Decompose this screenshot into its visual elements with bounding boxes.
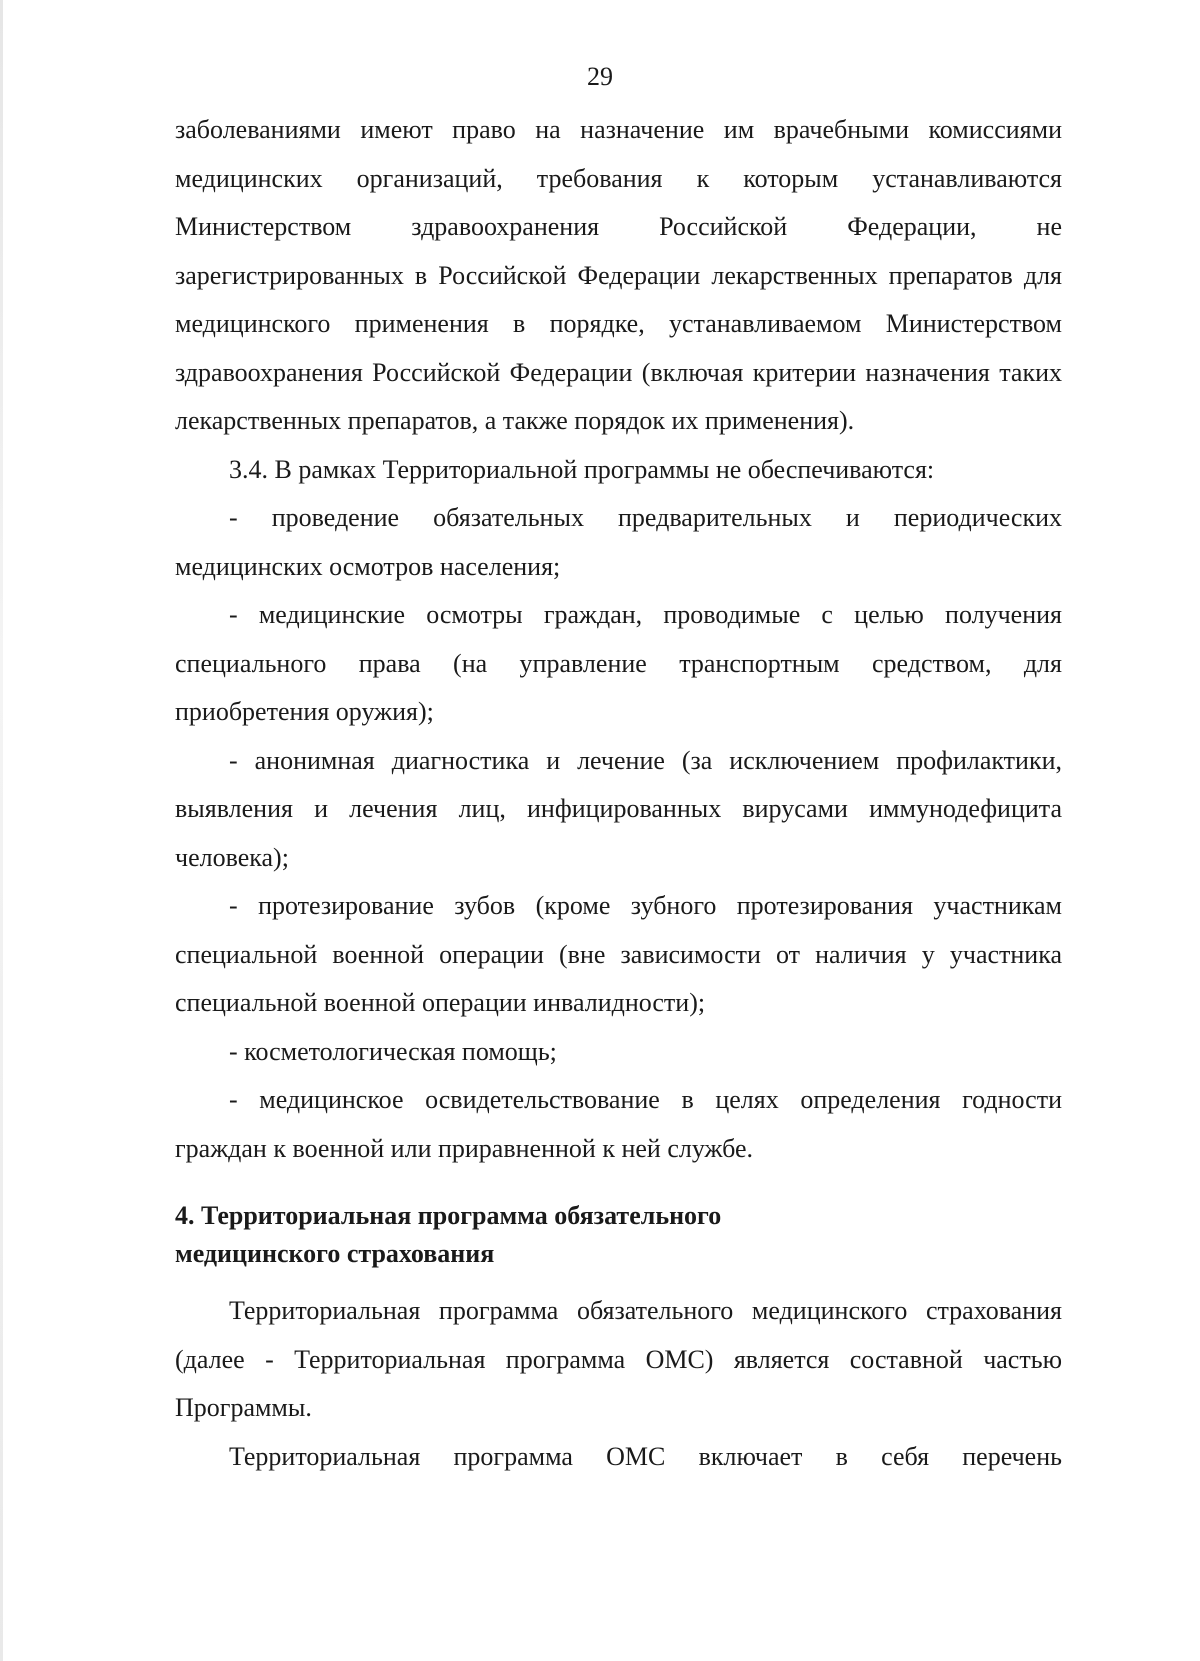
list-item-dental-prosthetics: - протезирование зубов (кроме зубного протезирования участникам специальной военной операции (вне зависимости от наличия у участника специальной военной операции инвалидности); [175, 891, 1062, 1017]
paragraph-section-3-4: 3.4. В рамках Территориальной программы не обеспечиваются: [229, 454, 935, 484]
paragraph-oms-definition: Территориальная программа обязательного медицинского страхования (далее - Территориальная программа ОМС) является составной частью Программы. [175, 1296, 1062, 1422]
list-item-anonymous-diagnostics: - анонимная диагностика и лечение (за исключением профилактики, выявления и лечения лиц, инфицированных вирусами иммунодефицита человека); [175, 745, 1062, 872]
page-number: 29 [587, 62, 613, 91]
list-item-military-examination: - медицинское освидетельствование в целях определения годности граждан к военной или приравненной к ней службе. [175, 1085, 1062, 1163]
list-item-cosmetology: - косметологическая помощь; [229, 1036, 557, 1066]
section-heading-line-2: медицинского страхования [175, 1239, 495, 1268]
scan-edge [0, 0, 3, 1661]
document-body [175, 106, 1062, 1481]
list-item-special-right-examinations: - медицинские осмотры граждан, проводимые с целью получения специального права (на управление транспортным средством, для приобретения оружия); [175, 600, 1062, 726]
section-heading-line-1: 4. Территориальная программа обязательного [175, 1201, 722, 1230]
list-item-preliminary-examinations: - проведение обязательных предварительных и периодических медицинских осмотров населения; [175, 503, 1062, 581]
paragraph-continuation: заболеваниями имеют право на назначение им врачебными комиссиями медицинских организаций, требования к которым устанавливаются Министерством здравоохранения Российской Федерации, не зарегистрированных в Российской Федерации лекарственных препаратов для медицинского применения в порядке, устанавливаемом Министерством здравоохранения Российской Федерации (включая критерии назначения таких лекарственных препаратов, а также порядок их применения). [175, 115, 1062, 435]
paragraph-oms-contents: Территориальная программа ОМС включает в себя перечень [229, 1441, 1062, 1471]
section-heading [175, 1197, 1062, 1273]
